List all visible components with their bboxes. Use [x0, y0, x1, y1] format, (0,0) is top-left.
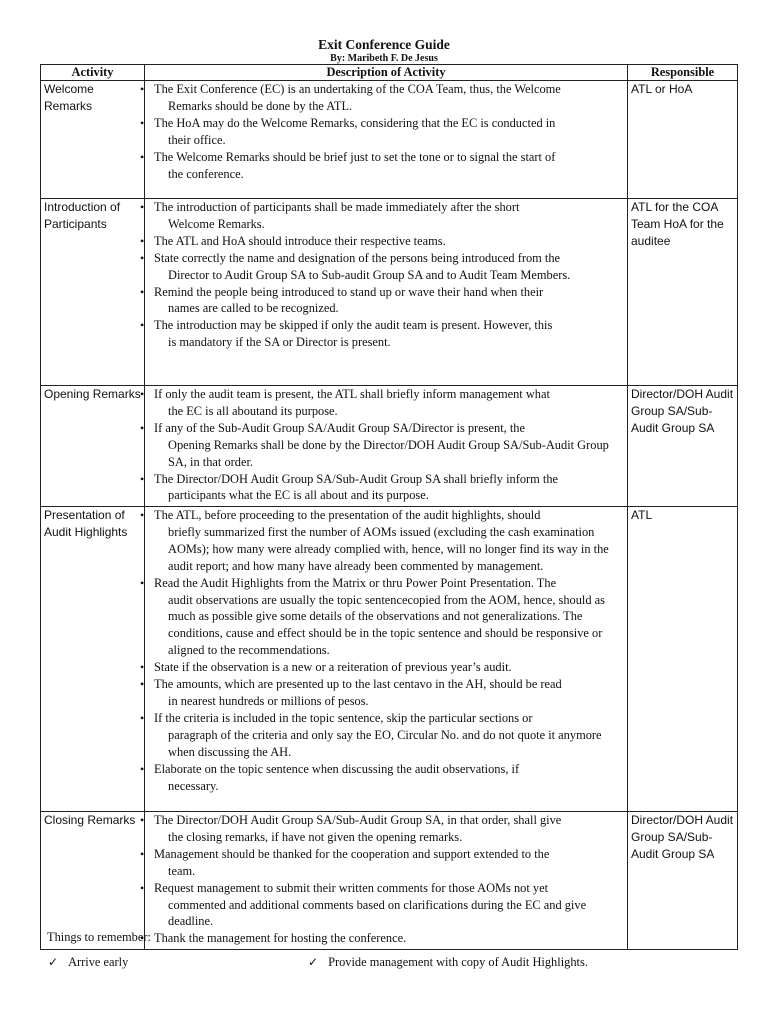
list-item-continuation: the conference. — [168, 166, 244, 181]
list-item — [148, 812, 622, 846]
header-activity: Activity — [41, 65, 145, 81]
list-item-text: State if the observation is a new or a reiteration of previous year’s audit. — [154, 660, 512, 675]
list-item-continuation: their office. — [168, 132, 226, 147]
list-item-text: The Welcome Remarks should be brief just to set the tone or to signal the start of — [154, 149, 556, 164]
reminder-item — [48, 955, 128, 970]
table-row — [41, 812, 738, 950]
list-item — [148, 233, 622, 250]
responsible-cell: ATL or HoA — [628, 81, 738, 199]
description-cell — [145, 81, 628, 199]
list-item-continuation: audit observations are usually the topic sentencecopied from the AOM, hence, should as much as possible give some details of the observations and not generalizations. The conditions, cause and effect should be in the topic sentence and should be responsive or aligned to the recommendations. — [168, 592, 605, 658]
description-list — [148, 199, 624, 351]
list-item — [148, 420, 622, 471]
list-item-text: The Exit Conference (EC) is an undertaking of the COA Team, thus, the Welcome — [154, 82, 561, 96]
list-item — [148, 81, 622, 115]
list-item — [148, 317, 622, 351]
document-author: By: Maribeth F. De Jesus — [330, 53, 438, 64]
responsible-cell: Director/DOH Audit Group SA/Sub-Audit Group SA — [628, 386, 738, 507]
table-row — [41, 507, 738, 812]
list-item-continuation: names are called to be recognized. — [168, 301, 339, 316]
list-item-continuation: Director to Audit Group SA to Sub-audit Group SA and to Audit Team Members. — [168, 267, 571, 282]
list-item — [148, 575, 622, 660]
description-list — [148, 507, 624, 794]
list-item-text: Management should be thanked for the cooperation and support extended to the — [154, 846, 550, 861]
responsible-cell: ATL — [628, 507, 738, 812]
description-cell — [145, 507, 628, 812]
list-item-text: State correctly the name and designation of the persons being introduced from the — [154, 250, 561, 265]
activity-cell: Welcome Remarks — [41, 81, 145, 199]
header-responsible: Responsible — [628, 65, 738, 81]
reminder-item — [308, 955, 588, 970]
description-cell — [145, 812, 628, 950]
activity-cell: Closing Remarks — [41, 812, 145, 950]
list-item-text: The ATL and HoA should introduce their respective teams. — [154, 233, 446, 248]
list-item-continuation: in nearest hundreds or millions of pesos. — [168, 693, 369, 708]
description-cell — [145, 199, 628, 386]
description-cell — [145, 386, 628, 507]
list-item-text: The introduction of participants shall be made immediately after the short — [154, 200, 520, 214]
responsible-cell: ATL for the COA Team HoA for the auditee — [628, 199, 738, 386]
activity-cell: Presentation of Audit Highlights — [41, 507, 145, 812]
things-to-remember-heading: Things to remember: — [47, 930, 151, 944]
list-item-text: Thank the management for hosting the conference. — [154, 931, 407, 946]
list-item-continuation: commented and additional comments based on clarifications during the EC and give deadline. — [168, 897, 587, 929]
check-mark-icon: ✓ — [48, 955, 59, 969]
list-item-text: The HoA may do the Welcome Remarks, considering that the EC is conducted in — [154, 115, 556, 130]
list-item — [148, 507, 622, 575]
reminder-text: Provide management with copy of Audit Highlights. — [328, 955, 588, 969]
table-row — [41, 199, 738, 386]
list-item — [148, 199, 622, 233]
list-item-continuation: necessary. — [168, 778, 219, 793]
activity-cell: Opening Remarks — [41, 386, 145, 507]
list-item-text: Elaborate on the topic sentence when discussing the audit observations, if — [154, 761, 520, 776]
list-item — [148, 846, 622, 880]
list-item-text: Read the Audit Highlights from the Matrix or thru Power Point Presentation. The — [154, 575, 557, 590]
list-item — [148, 149, 622, 183]
list-item-text: The amounts, which are presented up to the last centavo in the AH, should be read — [154, 677, 562, 692]
list-item — [148, 761, 622, 795]
list-item — [148, 250, 622, 284]
check-mark-icon: ✓ — [308, 955, 319, 969]
list-item-continuation: briefly summarized first the number of AOMs issued (excluding the cash examination AOMs); how many were already complied with, hence, will no longer find its way in the audit report; and how many have already been commented by management. — [168, 524, 609, 573]
list-item — [148, 284, 622, 318]
list-item-continuation: paragraph of the criteria and only say the EO, Circular No. and do not quote it anymore when discussing the AH. — [168, 727, 602, 759]
list-item — [148, 659, 622, 676]
list-item-continuation: the closing remarks, if have not given the opening remarks. — [168, 829, 463, 844]
guide-table — [40, 64, 738, 950]
reminder-text: Arrive early — [68, 955, 129, 969]
list-item — [148, 710, 622, 761]
list-item-text: The introduction may be skipped if only the audit team is present. However, this — [154, 318, 553, 333]
header-description: Description of Activity — [145, 65, 628, 81]
description-list — [148, 81, 624, 182]
list-item-text: Request management to submit their written comments for those AOMs not yet — [154, 880, 549, 895]
list-item — [148, 930, 622, 947]
list-item — [148, 676, 622, 710]
list-item-continuation: Opening Remarks shall be done by the Director/DOH Audit Group SA/Sub-Audit Group SA, in that order. — [168, 437, 609, 469]
list-item-text: Remind the people being introduced to stand up or wave their hand when their — [154, 284, 544, 299]
list-item — [148, 386, 622, 420]
list-item — [148, 115, 622, 149]
list-item-text: If any of the Sub-Audit Group SA/Audit Group SA/Director is present, the — [154, 420, 525, 435]
list-item-continuation: team. — [168, 863, 196, 878]
responsible-cell: Director/DOH Audit Group SA/Sub-Audit Group SA — [628, 812, 738, 950]
list-item-continuation: is mandatory if the SA or Director is present. — [168, 335, 391, 350]
document-title: Exit Conference Guide — [318, 37, 450, 52]
table-row — [41, 386, 738, 507]
activity-cell: Introduction of Participants — [41, 199, 145, 386]
list-item — [148, 471, 622, 505]
description-list — [148, 812, 624, 947]
list-item-text: The Director/DOH Audit Group SA/Sub-Audit Group SA, in that order, shall give — [154, 813, 562, 827]
list-item-continuation: participants what the EC is all about and its purpose. — [168, 488, 429, 503]
table-header-row — [41, 65, 738, 81]
list-item-text: The Director/DOH Audit Group SA/Sub-Audit Group SA shall briefly inform the — [154, 471, 559, 486]
list-item-text: If only the audit team is present, the ATL shall briefly inform management what — [154, 387, 550, 401]
list-item-continuation: Welcome Remarks. — [168, 216, 265, 231]
list-item-continuation: Remarks should be done by the ATL. — [168, 98, 353, 113]
list-item-text: The ATL, before proceeding to the presentation of the audit highlights, should — [154, 508, 541, 522]
list-item-text: If the criteria is included in the topic sentence, skip the particular sections or — [154, 710, 533, 725]
list-item-continuation: the EC is all aboutand its purpose. — [168, 403, 338, 418]
list-item — [148, 880, 622, 931]
table-row — [41, 81, 738, 199]
description-list — [148, 386, 624, 504]
